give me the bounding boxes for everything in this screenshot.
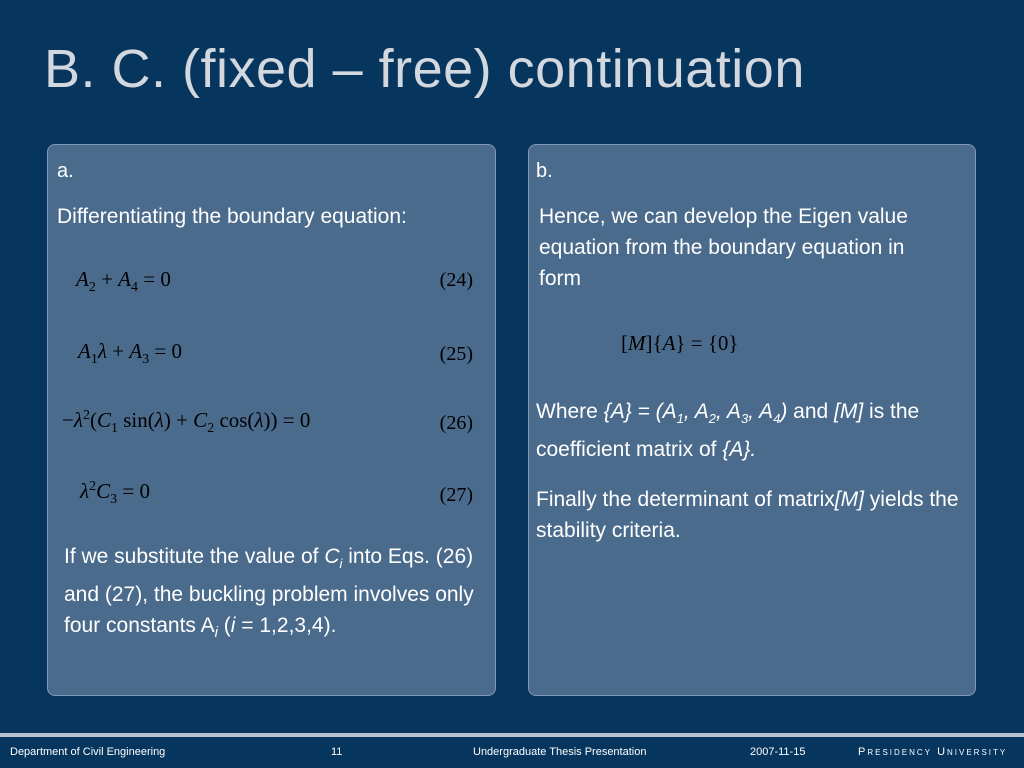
where-paragraph [536, 396, 971, 465]
where-word: Where [536, 400, 604, 423]
para-i: i [230, 614, 236, 638]
footer-date: 2007-11-15 [750, 746, 806, 758]
where-sep-2: , A [716, 400, 741, 423]
equation-27: $\lambda^2C_3 = 0$ [80, 479, 150, 508]
where-sep-1: , A [683, 400, 709, 423]
panel-b-label: b. [536, 160, 553, 182]
where-and: and [787, 400, 835, 423]
panel-a [47, 144, 496, 696]
where-sub-3: 3 [740, 411, 749, 427]
para-ci-sub: i [339, 556, 343, 572]
footer-divider [0, 733, 1024, 737]
equation-24-number: (24) [439, 269, 473, 291]
equation-26-number: (26) [439, 412, 473, 434]
where-sub-1: 1 [676, 411, 684, 427]
para-ci: C [324, 545, 340, 568]
where-sep-3: , A [748, 400, 774, 423]
footer-presentation: Undergraduate Thesis Presentation [473, 746, 647, 758]
para-ai-sub: i [214, 624, 218, 642]
para-text-2: into Eqs. (26) and (27), the buckling problem involves only four constants A [64, 545, 474, 638]
equation-25-number: (25) [439, 343, 473, 365]
where-a2: {A}. [722, 438, 757, 462]
para-text-4: = 1,2,3,4). [235, 614, 337, 638]
where-m: [M] [834, 400, 864, 423]
footer-university: Presidency University [858, 746, 1008, 758]
where-is: is the coefficient matrix of [536, 400, 920, 462]
footer-page-number: 11 [331, 746, 343, 758]
equation-26: $-\lambda^2(C_1$ $\sin(\lambda) + C_2$ cos(λ)) = 0 [62, 408, 311, 437]
where-sub-4: 4 [773, 411, 781, 427]
equation-24: $A_2 + A_4 = 0$ [76, 267, 171, 296]
slide-title: B. C. (fixed – free) continuation [44, 39, 805, 99]
para-text-3: ( [217, 614, 231, 638]
final-text-2: yields the stability criteria. [536, 488, 959, 542]
final-m: [M] [834, 488, 864, 511]
panel-b [528, 144, 976, 696]
footer-department: Department of Civil Engineering [10, 746, 166, 758]
final-paragraph [536, 484, 966, 546]
final-text-1: Finally the determinant of matrix [536, 488, 835, 511]
where-sub-2: 2 [708, 411, 717, 427]
where-a: {A} = (A [603, 400, 677, 423]
equation-25: $A_1\lambda + A_3 = 0$ [78, 339, 182, 368]
panel-a-label: a. [57, 160, 74, 182]
equation-27-number: (27) [439, 484, 473, 506]
para-text-1: If we substitute the value of [64, 545, 325, 568]
eigen-equation: [M]{A} = {0} [621, 331, 739, 355]
where-close: ) [780, 400, 788, 423]
panel-a-intro: Differentiating the boundary equation: [57, 205, 407, 228]
panel-b-intro: Hence, we can develop the Eigen value equation from the boundary equation in form [539, 205, 908, 290]
panel-a-paragraph [64, 541, 484, 648]
